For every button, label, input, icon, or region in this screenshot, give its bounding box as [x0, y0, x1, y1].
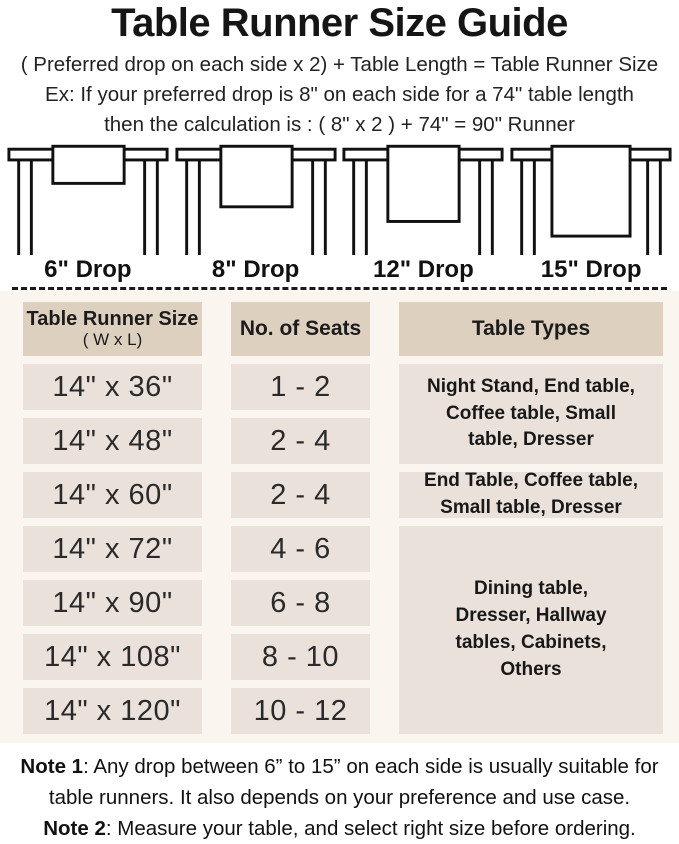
page-title: Table Runner Size Guide: [0, 1, 679, 46]
illustration-15in-drop: [508, 143, 674, 255]
table-types-group-medium-text: End Table, Coffee table, Small table, Dresser: [407, 468, 655, 522]
table-with-runner-12in-icon: [340, 143, 506, 255]
size-table: [0, 291, 679, 743]
drop-labels-row: [0, 256, 679, 284]
runner-size-value: 14" x 60": [23, 472, 202, 518]
drop-label-6in: 6" Drop: [5, 256, 171, 284]
table-types-group-small-text: Night Stand, End table, Coffee table, Small table, Dresser: [420, 374, 642, 455]
example-line-2: then the calculation is : ( 8" x 2 ) + 74" = 90" Runner: [0, 113, 679, 137]
drop-label-12in: 12" Drop: [340, 256, 506, 284]
header-runner-size: [23, 302, 202, 356]
seats-value: 4 - 6: [231, 526, 370, 572]
notes-block: [0, 752, 679, 844]
note-2: [4, 814, 675, 844]
header-runner-size-sub: ( W x L): [83, 330, 143, 350]
runner-size-value: 14" x 36": [23, 364, 202, 410]
table-with-runner-8in-icon: [173, 143, 339, 255]
table-types-group-small: [399, 364, 663, 464]
note-1: [4, 752, 675, 814]
dashed-divider: [12, 287, 667, 290]
seats-value: 2 - 4: [231, 472, 370, 518]
note-1-label: Note 1: [20, 755, 83, 778]
runner-size-value: 14" x 90": [23, 580, 202, 626]
seats-value: 2 - 4: [231, 418, 370, 464]
table-types-group-large-text: Dining table, Dresser, Hallway tables, Cabinets, Others: [440, 576, 622, 684]
seats-value: 10 - 12: [231, 688, 370, 734]
table-with-runner-15in-icon: [508, 143, 674, 255]
header-seats: No. of Seats: [231, 302, 370, 356]
seats-value: 6 - 8: [231, 580, 370, 626]
drop-illustrations: [0, 143, 679, 255]
illustration-6in-drop: [5, 143, 171, 255]
header-runner-size-title: Table Runner Size: [27, 308, 199, 330]
runner-size-value: 14" x 120": [23, 688, 202, 734]
table-with-runner-6in-icon: [5, 143, 171, 255]
seats-value: 1 - 2: [231, 364, 370, 410]
runner-size-value: 14" x 108": [23, 634, 202, 680]
seats-value: 8 - 10: [231, 634, 370, 680]
formula-line: ( Preferred drop on each side x 2) + Table Length = Table Runner Size: [0, 53, 679, 77]
note-2-text: : Measure your table, and select right size before ordering.: [106, 817, 636, 840]
runner-size-value: 14" x 48": [23, 418, 202, 464]
illustration-8in-drop: [173, 143, 339, 255]
drop-label-8in: 8" Drop: [173, 256, 339, 284]
drop-label-15in: 15" Drop: [508, 256, 674, 284]
illustration-12in-drop: [340, 143, 506, 255]
note-1-text: : Any drop between 6” to 15” on each side is usually suitable for table runners. It also depends on your preference and use case.: [49, 755, 659, 809]
table-types-group-medium: [399, 472, 663, 518]
example-line-1: Ex: If your preferred drop is 8" on each side for a 74" table length: [0, 83, 679, 107]
header-table-types: Table Types: [399, 302, 663, 356]
runner-size-value: 14" x 72": [23, 526, 202, 572]
table-types-group-large: [399, 526, 663, 734]
note-2-label: Note 2: [43, 817, 106, 840]
